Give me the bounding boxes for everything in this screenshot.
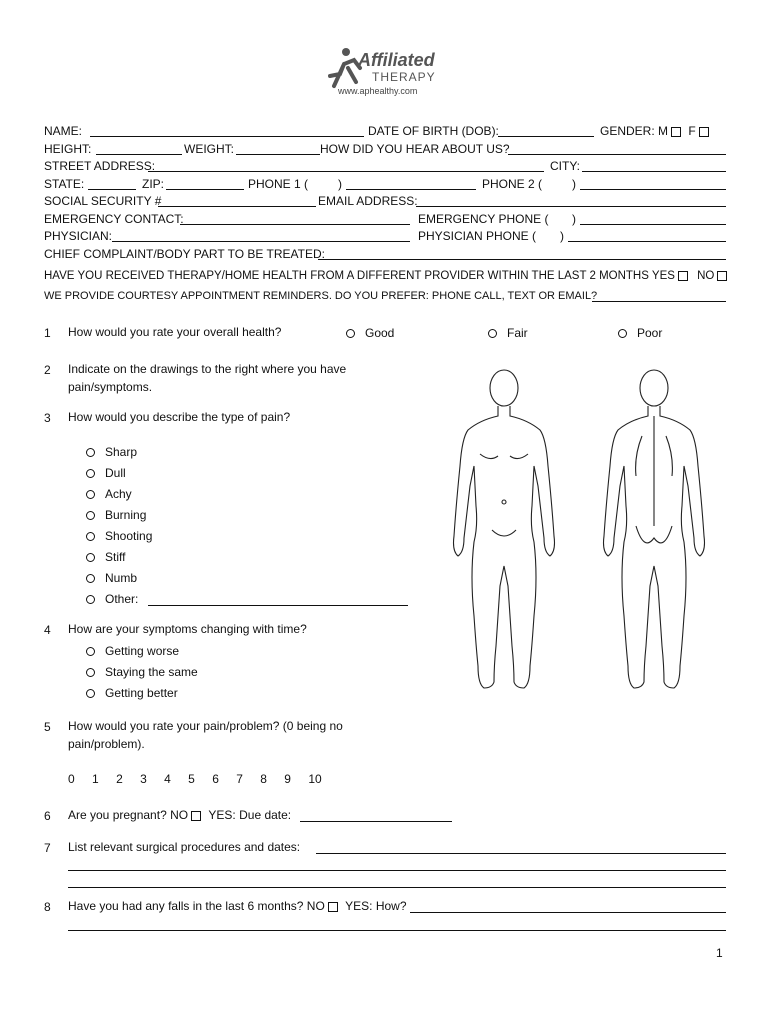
q3-option-stiff[interactable]: Stiff bbox=[86, 550, 125, 564]
logo-sub: THERAPY bbox=[372, 70, 436, 84]
physician-phone-field[interactable] bbox=[568, 241, 726, 242]
pain-scale bbox=[68, 772, 336, 786]
emergency-phone-field[interactable] bbox=[580, 224, 726, 225]
reminders-label: WE PROVIDE COURTESY APPOINTMENT REMINDERS. DO YOU PREFER: PHONE CALL, TEXT OR EMAIL? bbox=[44, 290, 598, 302]
hear-field[interactable] bbox=[508, 154, 726, 155]
dob-field[interactable] bbox=[498, 136, 594, 137]
pain-scale-4[interactable]: 4 bbox=[164, 772, 171, 786]
phone2-label: PHONE 2 ( bbox=[482, 177, 543, 191]
body-front-figure bbox=[454, 370, 555, 688]
q1-option-fair[interactable]: Fair bbox=[488, 326, 528, 340]
q3-option-shooting[interactable]: Shooting bbox=[86, 529, 152, 543]
therapy-yes-checkbox[interactable] bbox=[678, 271, 688, 281]
city-field[interactable] bbox=[582, 171, 726, 172]
q1-option-good[interactable]: Good bbox=[346, 326, 394, 340]
physician-label: PHYSICIAN: bbox=[44, 229, 113, 243]
phone1-label: PHONE 1 ( bbox=[248, 177, 309, 191]
hear-label: HOW DID YOU HEAR ABOUT US? bbox=[320, 142, 510, 156]
q1-number: 1 bbox=[44, 326, 51, 340]
falls-no-checkbox[interactable] bbox=[328, 902, 338, 912]
emergency-field[interactable] bbox=[180, 224, 410, 225]
q3-option-sharp[interactable]: Sharp bbox=[86, 445, 137, 459]
q2-line1: Indicate on the drawings to the right where you have bbox=[68, 362, 347, 376]
gender-label: GENDER: M F bbox=[600, 124, 709, 138]
q6-number: 6 bbox=[44, 809, 51, 823]
height-field[interactable] bbox=[96, 154, 182, 155]
q8-text: Have you had any falls in the last 6 months? NO YES: How? bbox=[68, 899, 407, 913]
surgical-field-1[interactable] bbox=[316, 853, 726, 854]
street-label: STREET ADDRESS: bbox=[44, 159, 156, 173]
emergency-phone-label: EMERGENCY PHONE ( bbox=[418, 212, 549, 226]
emergency-phone-close: ) bbox=[572, 212, 576, 226]
q5-line1: How would you rate your pain/problem? (0 being no bbox=[68, 719, 343, 733]
street-field[interactable] bbox=[148, 171, 544, 172]
due-date-field[interactable] bbox=[300, 821, 452, 822]
q4-option-same[interactable]: Staying the same bbox=[86, 665, 198, 679]
q6-text: Are you pregnant? NO YES: Due date: bbox=[68, 808, 292, 822]
body-diagram[interactable] bbox=[440, 366, 740, 698]
pain-scale-1[interactable]: 1 bbox=[92, 772, 99, 786]
phone1-close: ) bbox=[338, 177, 342, 191]
pain-scale-8[interactable]: 8 bbox=[260, 772, 267, 786]
q4-number: 4 bbox=[44, 623, 51, 637]
falls-field-2[interactable] bbox=[68, 930, 726, 931]
pain-scale-5[interactable]: 5 bbox=[188, 772, 195, 786]
q4-option-worse[interactable]: Getting worse bbox=[86, 644, 179, 658]
pain-scale-9[interactable]: 9 bbox=[284, 772, 291, 786]
page-number: 1 bbox=[716, 946, 723, 960]
phone1-field[interactable] bbox=[346, 189, 476, 190]
weight-field[interactable] bbox=[236, 154, 320, 155]
ssn-label: SOCIAL SECURITY # bbox=[44, 194, 162, 208]
therapy-question: HAVE YOU RECEIVED THERAPY/HOME HEALTH FROM A DIFFERENT PROVIDER WITHIN THE LAST 2 MONTHS YES NO bbox=[44, 270, 727, 282]
surgical-field-2[interactable] bbox=[68, 870, 726, 871]
zip-field[interactable] bbox=[166, 189, 244, 190]
q3-option-other[interactable]: Other: bbox=[86, 592, 138, 606]
zip-label: ZIP: bbox=[142, 177, 165, 191]
q2-number: 2 bbox=[44, 363, 51, 377]
logo-name: Affiliated bbox=[358, 50, 435, 70]
reminders-field[interactable] bbox=[592, 301, 726, 302]
q3-option-achy[interactable]: Achy bbox=[86, 487, 132, 501]
dob-label: DATE OF BIRTH (DOB): bbox=[368, 124, 499, 138]
q5-number: 5 bbox=[44, 720, 51, 734]
gender-f-checkbox[interactable] bbox=[699, 127, 709, 137]
state-field[interactable] bbox=[88, 189, 136, 190]
q8-number: 8 bbox=[44, 900, 51, 914]
q4-option-better[interactable]: Getting better bbox=[86, 686, 178, 700]
ssn-field[interactable] bbox=[158, 206, 316, 207]
q5-line2: pain/problem). bbox=[68, 737, 145, 751]
company-logo bbox=[320, 44, 450, 100]
q2-line2: pain/symptoms. bbox=[68, 380, 153, 394]
q4-text: How are your symptoms changing with time? bbox=[68, 622, 307, 636]
phone2-close: ) bbox=[572, 177, 576, 191]
weight-label: WEIGHT: bbox=[184, 142, 234, 156]
pain-scale-3[interactable]: 3 bbox=[140, 772, 147, 786]
complaint-field[interactable] bbox=[318, 259, 726, 260]
gender-m-checkbox[interactable] bbox=[671, 127, 681, 137]
physician-field[interactable] bbox=[112, 241, 410, 242]
name-field[interactable] bbox=[90, 136, 364, 137]
q1-text: How would you rate your overall health? bbox=[68, 325, 282, 339]
pregnant-no-checkbox[interactable] bbox=[191, 811, 201, 821]
email-label: EMAIL ADDRESS: bbox=[318, 194, 418, 208]
q1-option-poor[interactable]: Poor bbox=[618, 326, 662, 340]
body-back-figure bbox=[604, 370, 705, 688]
q7-number: 7 bbox=[44, 841, 51, 855]
pain-scale-2[interactable]: 2 bbox=[116, 772, 123, 786]
physician-phone-label: PHYSICIAN PHONE ( bbox=[418, 229, 537, 243]
q7-text: List relevant surgical procedures and dates: bbox=[68, 840, 301, 854]
logo-url: www.aphealthy.com bbox=[338, 86, 418, 96]
city-label: CITY: bbox=[550, 159, 581, 173]
state-label: STATE: bbox=[44, 177, 85, 191]
therapy-no-checkbox[interactable] bbox=[717, 271, 727, 281]
pain-scale-7[interactable]: 7 bbox=[236, 772, 243, 786]
surgical-field-3[interactable] bbox=[68, 887, 726, 888]
q3-other-field[interactable] bbox=[148, 605, 408, 606]
email-field[interactable] bbox=[416, 206, 726, 207]
falls-how-field[interactable] bbox=[410, 912, 726, 913]
q3-option-burning[interactable]: Burning bbox=[86, 508, 146, 522]
emergency-label: EMERGENCY CONTACT: bbox=[44, 212, 184, 226]
pain-scale-0[interactable]: 0 bbox=[68, 772, 75, 786]
complaint-label: CHIEF COMPLAINT/BODY PART TO BE TREATED: bbox=[44, 247, 325, 261]
phone2-field[interactable] bbox=[580, 189, 726, 190]
name-label: NAME: bbox=[44, 124, 83, 138]
q3-text: How would you describe the type of pain? bbox=[68, 410, 291, 424]
q3-option-numb[interactable]: Numb bbox=[86, 571, 137, 585]
physician-phone-close: ) bbox=[560, 229, 564, 243]
q3-number: 3 bbox=[44, 411, 51, 425]
pain-scale-10[interactable]: 10 bbox=[308, 772, 322, 786]
pain-scale-6[interactable]: 6 bbox=[212, 772, 219, 786]
q3-option-dull[interactable]: Dull bbox=[86, 466, 126, 480]
height-label: HEIGHT: bbox=[44, 142, 92, 156]
